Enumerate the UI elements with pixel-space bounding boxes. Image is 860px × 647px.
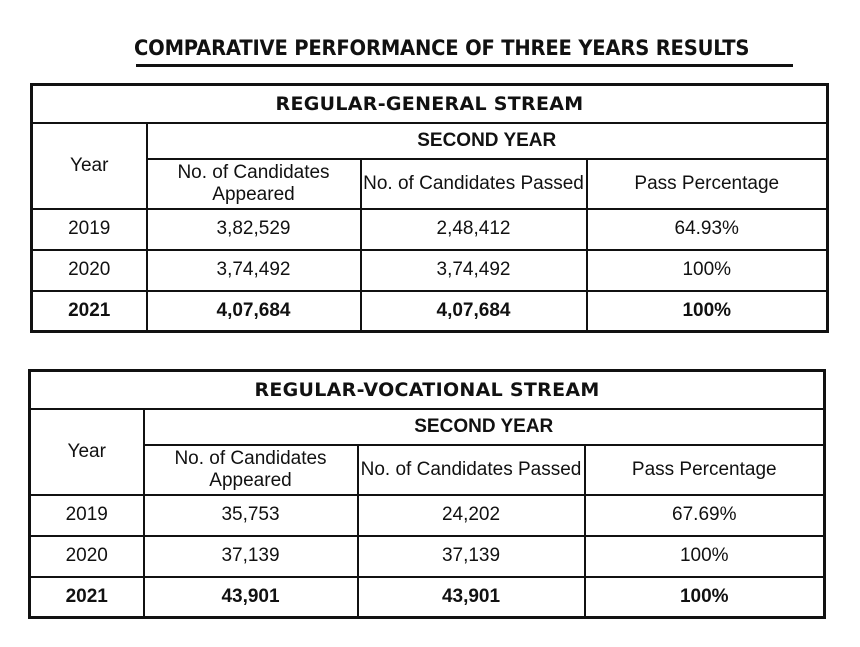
cell-percentage: 100% (585, 577, 825, 618)
table-row (32, 250, 828, 291)
column-header-passed: No. of Candidates Passed (358, 445, 585, 495)
column-header-percentage: Pass Percentage (585, 445, 825, 495)
table-row-highlighted (32, 291, 828, 332)
column-header-appeared: No. of Candidates Appeared (147, 159, 361, 209)
cell-percentage: 100% (585, 536, 825, 577)
cell-year: 2020 (30, 536, 144, 577)
general-stream-table (30, 83, 829, 333)
cell-year: 2019 (30, 495, 144, 536)
cell-year: 2019 (32, 209, 147, 250)
group-title: SECOND YEAR (147, 123, 828, 159)
cell-passed: 2,48,412 (361, 209, 587, 250)
column-header-percentage: Pass Percentage (587, 159, 828, 209)
cell-appeared: 3,82,529 (147, 209, 361, 250)
stream-title: REGULAR-VOCATIONAL STREAM (30, 371, 825, 409)
group-title: SECOND YEAR (144, 409, 825, 445)
table-row (30, 536, 825, 577)
stream-title: REGULAR-GENERAL STREAM (32, 85, 828, 123)
cell-appeared: 37,139 (144, 536, 358, 577)
column-header-year: Year (30, 409, 144, 495)
column-header-passed: No. of Candidates Passed (361, 159, 587, 209)
vocational-stream-table (28, 369, 826, 619)
cell-appeared: 43,901 (144, 577, 358, 618)
table-row (32, 209, 828, 250)
cell-passed: 43,901 (358, 577, 585, 618)
cell-passed: 3,74,492 (361, 250, 587, 291)
cell-year: 2021 (32, 291, 147, 332)
cell-percentage: 64.93% (587, 209, 828, 250)
cell-year: 2020 (32, 250, 147, 291)
column-header-appeared: No. of Candidates Appeared (144, 445, 358, 495)
page-title: COMPARATIVE PERFORMANCE OF THREE YEARS RESULTS (134, 36, 750, 60)
table-row-highlighted (30, 577, 825, 618)
cell-appeared: 4,07,684 (147, 291, 361, 332)
cell-passed: 24,202 (358, 495, 585, 536)
cell-percentage: 100% (587, 291, 828, 332)
cell-percentage: 67.69% (585, 495, 825, 536)
column-header-year: Year (32, 123, 147, 209)
cell-passed: 37,139 (358, 536, 585, 577)
cell-appeared: 35,753 (144, 495, 358, 536)
cell-year: 2021 (30, 577, 144, 618)
table-row (30, 495, 825, 536)
cell-appeared: 3,74,492 (147, 250, 361, 291)
cell-passed: 4,07,684 (361, 291, 587, 332)
title-underline (136, 64, 793, 67)
cell-percentage: 100% (587, 250, 828, 291)
